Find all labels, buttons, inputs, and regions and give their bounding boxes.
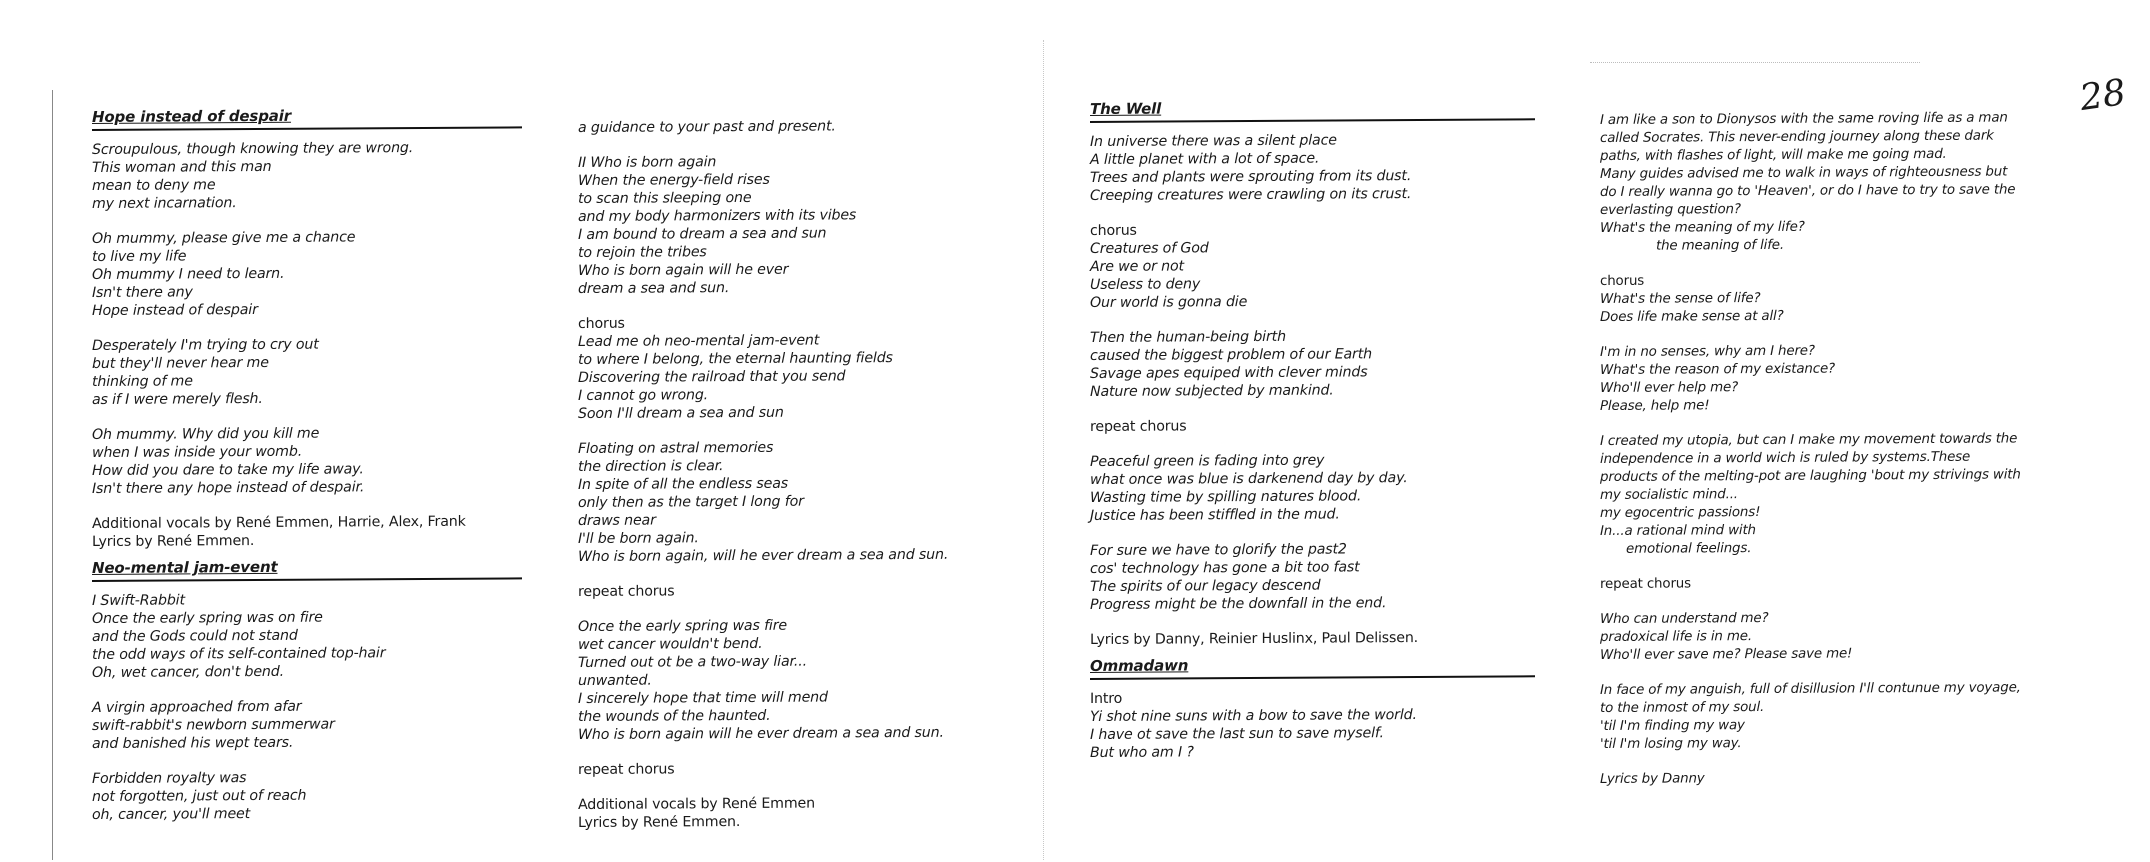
credit-line: Lyrics by René Emmen. [578, 814, 741, 831]
credits [92, 512, 542, 551]
lyric-line: Savage apes equiped with clever minds [1090, 364, 1368, 382]
lyric-line: emotional feelings. [1626, 541, 1752, 557]
lyric-line: Once the early spring was on fire [92, 609, 323, 627]
stanza [1090, 326, 1540, 401]
lyric-line: Justice has been stiffled in the mud. [1090, 506, 1340, 524]
lyric-line: the wounds of the haunted. [578, 707, 771, 725]
lyric-line: For sure we have to glorify the past2 [1090, 541, 1347, 559]
lyric-line: Who is born again, will he ever dream a sea and sun. [578, 546, 949, 565]
stanza [578, 312, 1018, 423]
song-title: Neo-mental jam-event [92, 556, 522, 582]
lyric-line: In spite of all the endless seas [578, 475, 788, 493]
stanza [1090, 450, 1540, 525]
stanza [578, 437, 1018, 566]
stanza [1600, 679, 2060, 754]
credit-line: Lyrics by René Emmen. [92, 533, 255, 550]
lyric-line: 'til I'm finding my way [1600, 718, 1745, 734]
lyric-line: Many guides advised me to walk in ways of righteousness but [1600, 164, 2008, 182]
lyric-line: Please, help me! [1600, 398, 1710, 414]
lyric-line: Who'll ever save me? Please save me! [1600, 646, 1853, 663]
lyric-line: mean to deny me [92, 177, 216, 194]
lyric-line: I created my utopia, but can I make my movement towards the [1600, 431, 2018, 449]
lyric-line: Creeping creatures were crawling on its crust. [1090, 186, 1412, 204]
lyric-line: Soon I'll dream a sea and sun [578, 404, 784, 422]
lyric-line: cos' technology has gone a bit too fast [1090, 559, 1360, 577]
lyric-line: repeat chorus [1090, 418, 1187, 435]
credit-line: Lyrics by Danny [1600, 771, 1705, 787]
lyric-line: Yi shot nine suns with a bow to save the world. [1090, 707, 1417, 725]
lyric-line: Trees and plants were sprouting from its dust. [1090, 168, 1412, 186]
lyric-line: This woman and this man [92, 158, 272, 176]
lyric-line: Scroupulous, though knowing they are wrong. [92, 140, 414, 158]
stanza [92, 227, 542, 320]
stanza [1600, 341, 2060, 416]
lyric-line: only then as the target I long for [578, 493, 804, 511]
lyric-line: But who am I ? [1090, 744, 1194, 761]
lyric-line: Useless to deny [1090, 276, 1201, 293]
lyric-line: my egocentric passions! [1600, 505, 1761, 521]
lyric-line: What's the meaning of my life? [1600, 219, 1805, 236]
lyric-line: Nature now subjected by mankind. [1090, 382, 1334, 400]
lyric-line: Intro [1090, 690, 1123, 707]
lyric-line: Peaceful green is fading into grey [1090, 452, 1325, 470]
lyric-line: my socialistic mind... [1600, 487, 1738, 503]
stanza [1090, 130, 1540, 205]
lyric-line: I'm in no senses, why am I here? [1600, 343, 1815, 360]
lyric-line: oh, cancer, you'll meet [92, 806, 251, 823]
lyric-line: In...a rational mind with [1600, 523, 1756, 539]
lyric-line: Who is born again will he ever [578, 261, 789, 279]
lyric-line: not forgotten, just out of reach [92, 787, 307, 805]
lyric-line: thinking of me [92, 373, 193, 390]
lyric-line: draws near [578, 512, 656, 529]
lyric-line: do I really wanna go to 'Heaven', or do I have to try to save the [1600, 182, 2016, 200]
stanza [92, 138, 542, 213]
credits [1600, 768, 2060, 789]
lyric-line: Our world is gonna die [1090, 294, 1248, 311]
lyric-line: Hope instead of despair [92, 301, 258, 319]
stanza [1600, 109, 2060, 256]
lyric-line: Isn't there any hope instead of despair. [92, 479, 365, 497]
lyric-line: In face of my anguish, full of disillusion I'll contunue my voyage, [1600, 680, 2021, 698]
lyric-line: and my body harmonizers with its vibes [578, 207, 857, 225]
lyric-line: I cannot go wrong. [578, 387, 709, 404]
lyrics-column-3 [1090, 97, 1540, 762]
credits [578, 793, 1018, 832]
lyric-line: A virgin approached from afar [92, 698, 302, 716]
lyric-line: dream a sea and sun. [578, 280, 730, 297]
lyric-line: Does life make sense at all? [1600, 308, 1784, 325]
lyric-line: repeat chorus [578, 583, 675, 600]
lyric-line: Who is born again will he ever dream a sea and sun. [578, 724, 944, 743]
lyric-line: chorus [578, 315, 625, 332]
lyric-line: In universe there was a silent place [1090, 132, 1337, 150]
lyric-line: Lead me oh neo-mental jam-event [578, 332, 820, 350]
lyric-line: Oh, wet cancer, don't bend. [92, 663, 284, 681]
lyric-line: Creatures of God [1090, 240, 1209, 257]
stanza [578, 615, 1018, 744]
stanza [1090, 687, 1540, 762]
lyric-line: swift-rabbit's newborn summerwar [92, 716, 335, 734]
song-title: Hope instead of despair [92, 105, 522, 131]
lyric-line: Who'll ever help me? [1600, 380, 1739, 396]
lyric-line: 'til I'm losing my way. [1600, 736, 1742, 752]
lyric-line: pradoxical life is in me. [1600, 629, 1752, 645]
lyric-line: Floating on astral memories [578, 439, 774, 457]
credit-line: Lyrics by Danny, Reinier Huslinx, Paul Delissen. [1090, 629, 1419, 648]
stanza [92, 696, 542, 753]
lyric-line: products of the melting-pot are laughing 'bout my strivings with [1600, 467, 2021, 485]
lyric-line: the direction is clear. [578, 458, 724, 475]
lyric-line: chorus [1090, 222, 1137, 239]
lyric-line: What's the sense of life? [1600, 291, 1761, 307]
credit-line: Additional vocals by René Emmen [578, 795, 815, 813]
lyric-line: Oh mummy I need to learn. [92, 265, 285, 283]
lyric-line: my next incarnation. [92, 195, 237, 212]
lyric-line: Wasting time by spilling natures blood. [1090, 488, 1362, 506]
lyric-line: A little planet with a lot of space. [1090, 150, 1320, 168]
page-edge-line [52, 90, 53, 860]
lyric-line: I have ot save the last sun to save myself. [1090, 725, 1384, 743]
lyric-line: the meaning of life. [1656, 237, 1784, 254]
lyric-line: repeat chorus [1600, 576, 1691, 592]
lyric-line: chorus [1600, 273, 1645, 289]
lyric-line: I sincerely hope that time will mend [578, 689, 828, 707]
stanza [1090, 539, 1540, 614]
lyric-line: Turned out ot be a two-way liar... [578, 653, 807, 671]
lyric-line: I Swift-Rabbit [92, 592, 185, 609]
stanza [1600, 608, 2060, 665]
lyric-line: II Who is born again [578, 154, 717, 171]
lyric-line: How did you dare to take my life away. [92, 461, 364, 479]
lyric-line: The spirits of our legacy descend [1090, 577, 1321, 595]
stanza [92, 767, 542, 824]
lyric-line: Isn't there any [92, 284, 193, 301]
lyric-line: to live my life [92, 248, 187, 265]
stanza [92, 589, 542, 682]
scan-artifact-line [1590, 62, 1920, 63]
lyric-line: Who can understand me? [1600, 610, 1769, 627]
lyric-line: Discovering the railroad that you send [578, 368, 846, 386]
lyric-line: I am bound to dream a sea and sun [578, 225, 827, 243]
lyric-line: Progress might be the downfall in the end. [1090, 595, 1387, 613]
page-number: 28 [2077, 72, 2129, 119]
lyric-line: unwanted. [578, 672, 652, 689]
stanza [1600, 270, 2060, 327]
song-title: The Well [1090, 97, 1535, 123]
lyric-line: What's the reason of my existance? [1600, 361, 1835, 378]
lyric-line: repeat chorus [578, 761, 675, 778]
lyric-line: and the Gods could not stand [92, 627, 298, 645]
stanza [1600, 430, 2060, 559]
lyric-line: to the inmost of my soul. [1600, 699, 1765, 716]
lyric-line: I'll be born again. [578, 530, 699, 547]
lyric-line: when I was inside your womb. [92, 443, 303, 461]
lyric-line: called Socrates. This never-ending journey along these dark [1600, 128, 1994, 146]
lyric-line: I am like a son to Dionysos with the same roving life as a man [1600, 110, 2008, 128]
lyric-line: When the energy-field rises [578, 171, 770, 189]
credit-line: Additional vocals by René Emmen, Harrie, Alex, Frank [92, 513, 466, 532]
lyric-line: to where I belong, the eternal haunting fields [578, 350, 893, 368]
lyric-line: a guidance to your past and present. [578, 118, 836, 136]
stanza [578, 151, 1018, 298]
stanza [92, 423, 542, 498]
lyric-line: paths, with flashes of light, will make me going mad. [1600, 146, 1947, 164]
stanza [92, 334, 542, 409]
lyric-line: as if I were merely flesh. [92, 390, 263, 408]
lyric-line: caused the biggest problem of our Earth [1090, 346, 1372, 364]
lyric-line: to scan this sleeping one [578, 189, 752, 207]
lyric-line: the odd ways of its self-contained top-hair [92, 645, 386, 663]
lyric-line: to rejoin the tribes [578, 244, 707, 261]
fold-line [1043, 40, 1044, 860]
stanza [1090, 219, 1540, 312]
lyrics-column-1 [92, 105, 542, 824]
lyric-line: what once was blue is darkenend day by day. [1090, 470, 1408, 488]
lyrics-column-2 [578, 116, 1018, 832]
lyric-line: Desperately I'm trying to cry out [92, 336, 319, 354]
lyrics-column-4 [1600, 109, 2060, 789]
lyric-line: Are we or not [1090, 258, 1184, 275]
lyric-line: independence in a world wich is ruled by systems.These [1600, 449, 1971, 467]
lyric-line: Forbidden royalty was [92, 770, 247, 787]
lyric-line: Once the early spring was fire [578, 617, 787, 635]
lyric-line: everlasting question? [1600, 202, 1741, 218]
lyric-line: Oh mummy. Why did you kill me [92, 425, 320, 443]
lyric-line: and banished his wept tears. [92, 734, 294, 752]
lyric-line: but they'll never hear me [92, 354, 269, 372]
song-title: Ommadawn [1090, 654, 1535, 680]
lyric-line: Then the human-being birth [1090, 328, 1286, 346]
lyric-line: Oh mummy, please give me a chance [92, 229, 356, 247]
lyric-line: wet cancer wouldn't bend. [578, 635, 763, 653]
